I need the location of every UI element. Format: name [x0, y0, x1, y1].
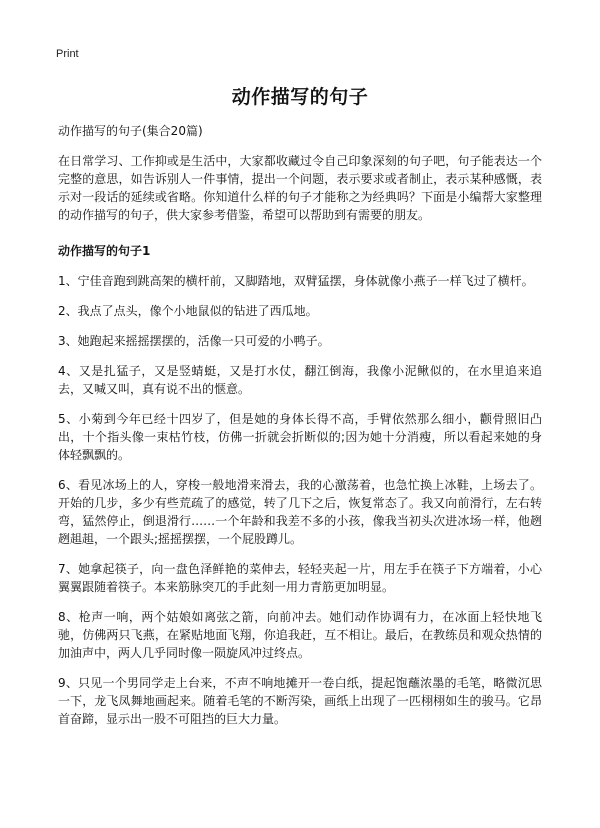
list-item: 4、又是扎猛子，又是竖蜻蜓，又是打水仗，翻江倒海，我像小泥鳅似的，在水里追来追去，又喊又叫，真有说不出的惬意。 — [58, 364, 542, 396]
list-item: 7、她拿起筷子，向一盘色泽鲜艳的菜伸去，轻轻夹起一片，用左手在筷子下方端着，小心翼翼跟随着筷子。本来筋脉突兀的手此刻一用力青筋更加明显。 — [58, 562, 542, 594]
list-item: 9、只见一个男同学走上台来，不声不响地摊开一卷白纸，提起饱蘸浓墨的毛笔，略微沉思一下，龙飞凤舞地画起来。随着毛笔的不断泻染，画纸上出现了一匹栩栩如生的骏马。它昂首奋蹄，显示出一股不可阻挡的巨大力量。 — [58, 676, 542, 726]
section-heading: 动作描写的句子1 — [58, 244, 151, 258]
intro-paragraph: 在日常学习、工作抑或是生活中，大家都收藏过令自己印象深刻的句子吧，句子能表达一个完整的意思，如告诉别人一件事情，提出一个问题，表示要求或者制止，表示某种感慨，表示对一段话的延续或省略。你知道什么样的句子才能称之为经典吗？下面是小编帮大家整理的动作描写的句子，供大家参考借鉴，希望可以帮助到有需要的朋友。 — [58, 154, 542, 222]
article-subtitle: 动作描写的句子(集合20篇) — [58, 124, 203, 138]
list-item: 6、看见冰场上的人，穿梭一般地滑来滑去，我的心激荡着，也急忙换上冰鞋，上场去了。开始的几步，多少有些荒疏了的感觉，转了几下之后，恢复常态了。我又向前滑行，左右转弯，猛然停止，倒退滑行……一个年龄和我差不多的小孩，像我当初头次进冰场一样，他趔趔趄趄，一个跟头;摇摇摆摆，一个屁股蹲儿。 — [58, 478, 542, 546]
page-title: 动作描写的句子 — [231, 86, 369, 108]
print-link[interactable]: Print — [56, 48, 79, 60]
list-item: 5、小菊到今年已经十四岁了，但是她的身体长得不高，手臂依然那么细小，颧骨照旧凸出，十个指头像一束枯竹枝，仿佛一折就会折断似的;因为她十分消瘦，所以看起来她的身体轻飘飘的。 — [58, 412, 542, 462]
list-item: 1、宁佳音跑到跳高架的横杆前，又脚踏地，双臂猛摆，身体就像小燕子一样飞过了横杆。 — [58, 274, 534, 288]
list-item: 3、她跑起来摇摇摆摆的，活像一只可爱的小鸭子。 — [58, 334, 330, 348]
article-body — [58, 122, 542, 740]
list-item: 8、枪声一响，两个姑娘如离弦之箭，向前冲去。她们动作协调有力，在冰面上轻快地飞驰，仿佛两只飞燕，在紧贴地面飞翔，你追我赶，互不相让。最后，在教练员和观众热情的加油声中，两人几乎同时像一陨旋风冲过终点。 — [58, 610, 542, 660]
list-item: 2、我点了点头，像个小地鼠似的钻进了西瓜地。 — [58, 304, 318, 318]
